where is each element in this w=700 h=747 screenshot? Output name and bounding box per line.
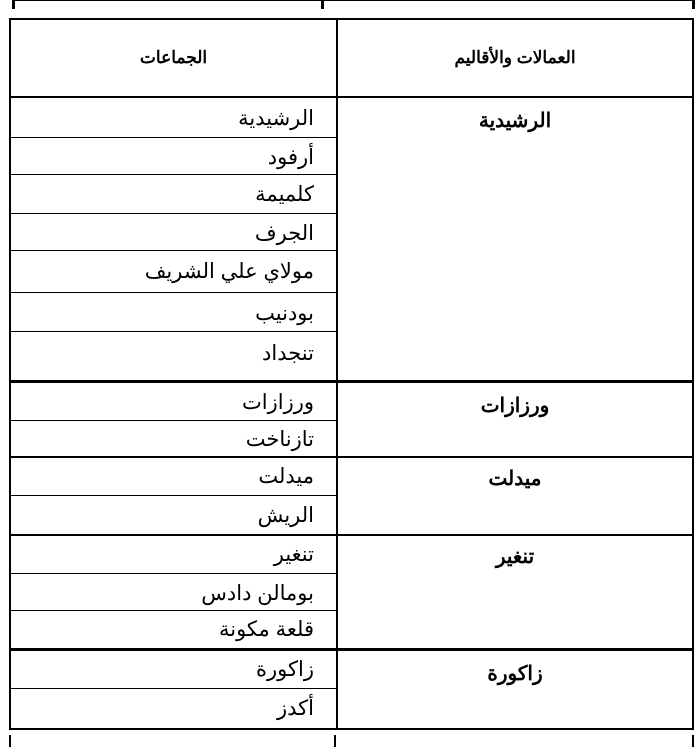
- communes-column: [11, 98, 338, 380]
- province-name: ميدلت: [488, 468, 542, 490]
- commune-cell: بومالن دادس: [11, 574, 336, 611]
- commune-cell: أرفود: [11, 138, 336, 175]
- province-column: [338, 536, 692, 648]
- header-communes-label: الجماعات: [139, 48, 208, 67]
- commune-cell: أكدز: [277, 697, 314, 720]
- continuation-divider: [334, 735, 336, 747]
- communes-column: [11, 651, 338, 728]
- province-column: [338, 383, 692, 456]
- province-block: [9, 96, 694, 382]
- commune-cell: الرشيدية: [11, 98, 336, 138]
- commune-cell: تازناخت: [245, 428, 314, 451]
- province-block: [9, 534, 694, 650]
- communes-column: [11, 383, 338, 456]
- commune-cell: زاكورة: [11, 651, 336, 689]
- header-provinces-cell: [338, 20, 692, 96]
- commune-cell: كلميمة: [11, 175, 336, 214]
- province-name: الرشيدية: [478, 110, 552, 132]
- province-block: [9, 648, 694, 730]
- commune-cell: قلعة مكونة: [218, 618, 314, 641]
- commune-cell: بودنيب: [11, 293, 336, 332]
- top-rule: [12, 0, 695, 1]
- commune-cell: الريش: [257, 504, 314, 527]
- commune-cell: ورزازات: [11, 383, 336, 421]
- commune-cell: تنغير: [11, 536, 336, 574]
- commune-cell: ميدلت: [11, 458, 336, 496]
- province-column: [338, 651, 692, 728]
- province-column: [338, 458, 692, 534]
- province-name: تنغير: [495, 546, 535, 568]
- top-rule-tick: [12, 0, 15, 9]
- table-header: [9, 18, 694, 98]
- header-provinces-label: العمالات والأقاليم: [454, 48, 576, 67]
- top-rule-tick: [321, 0, 324, 9]
- province-block: [9, 380, 694, 458]
- commune-cell: تنجداد: [262, 342, 314, 365]
- commune-cell: مولاي علي الشريف: [11, 251, 336, 293]
- province-name: ورزازات: [480, 395, 550, 417]
- province-column: [338, 98, 692, 380]
- header-communes-cell: [11, 20, 338, 96]
- communes-table: [9, 18, 696, 747]
- commune-cell: الجرف: [11, 214, 336, 251]
- province-name: زاكورة: [487, 663, 543, 685]
- table-continuation: [9, 735, 696, 747]
- communes-column: [11, 458, 338, 534]
- continuation-edge: [692, 735, 694, 747]
- top-rule-tick: [692, 0, 695, 9]
- communes-column: [11, 536, 338, 648]
- continuation-edge: [9, 735, 11, 747]
- province-block: [9, 456, 694, 536]
